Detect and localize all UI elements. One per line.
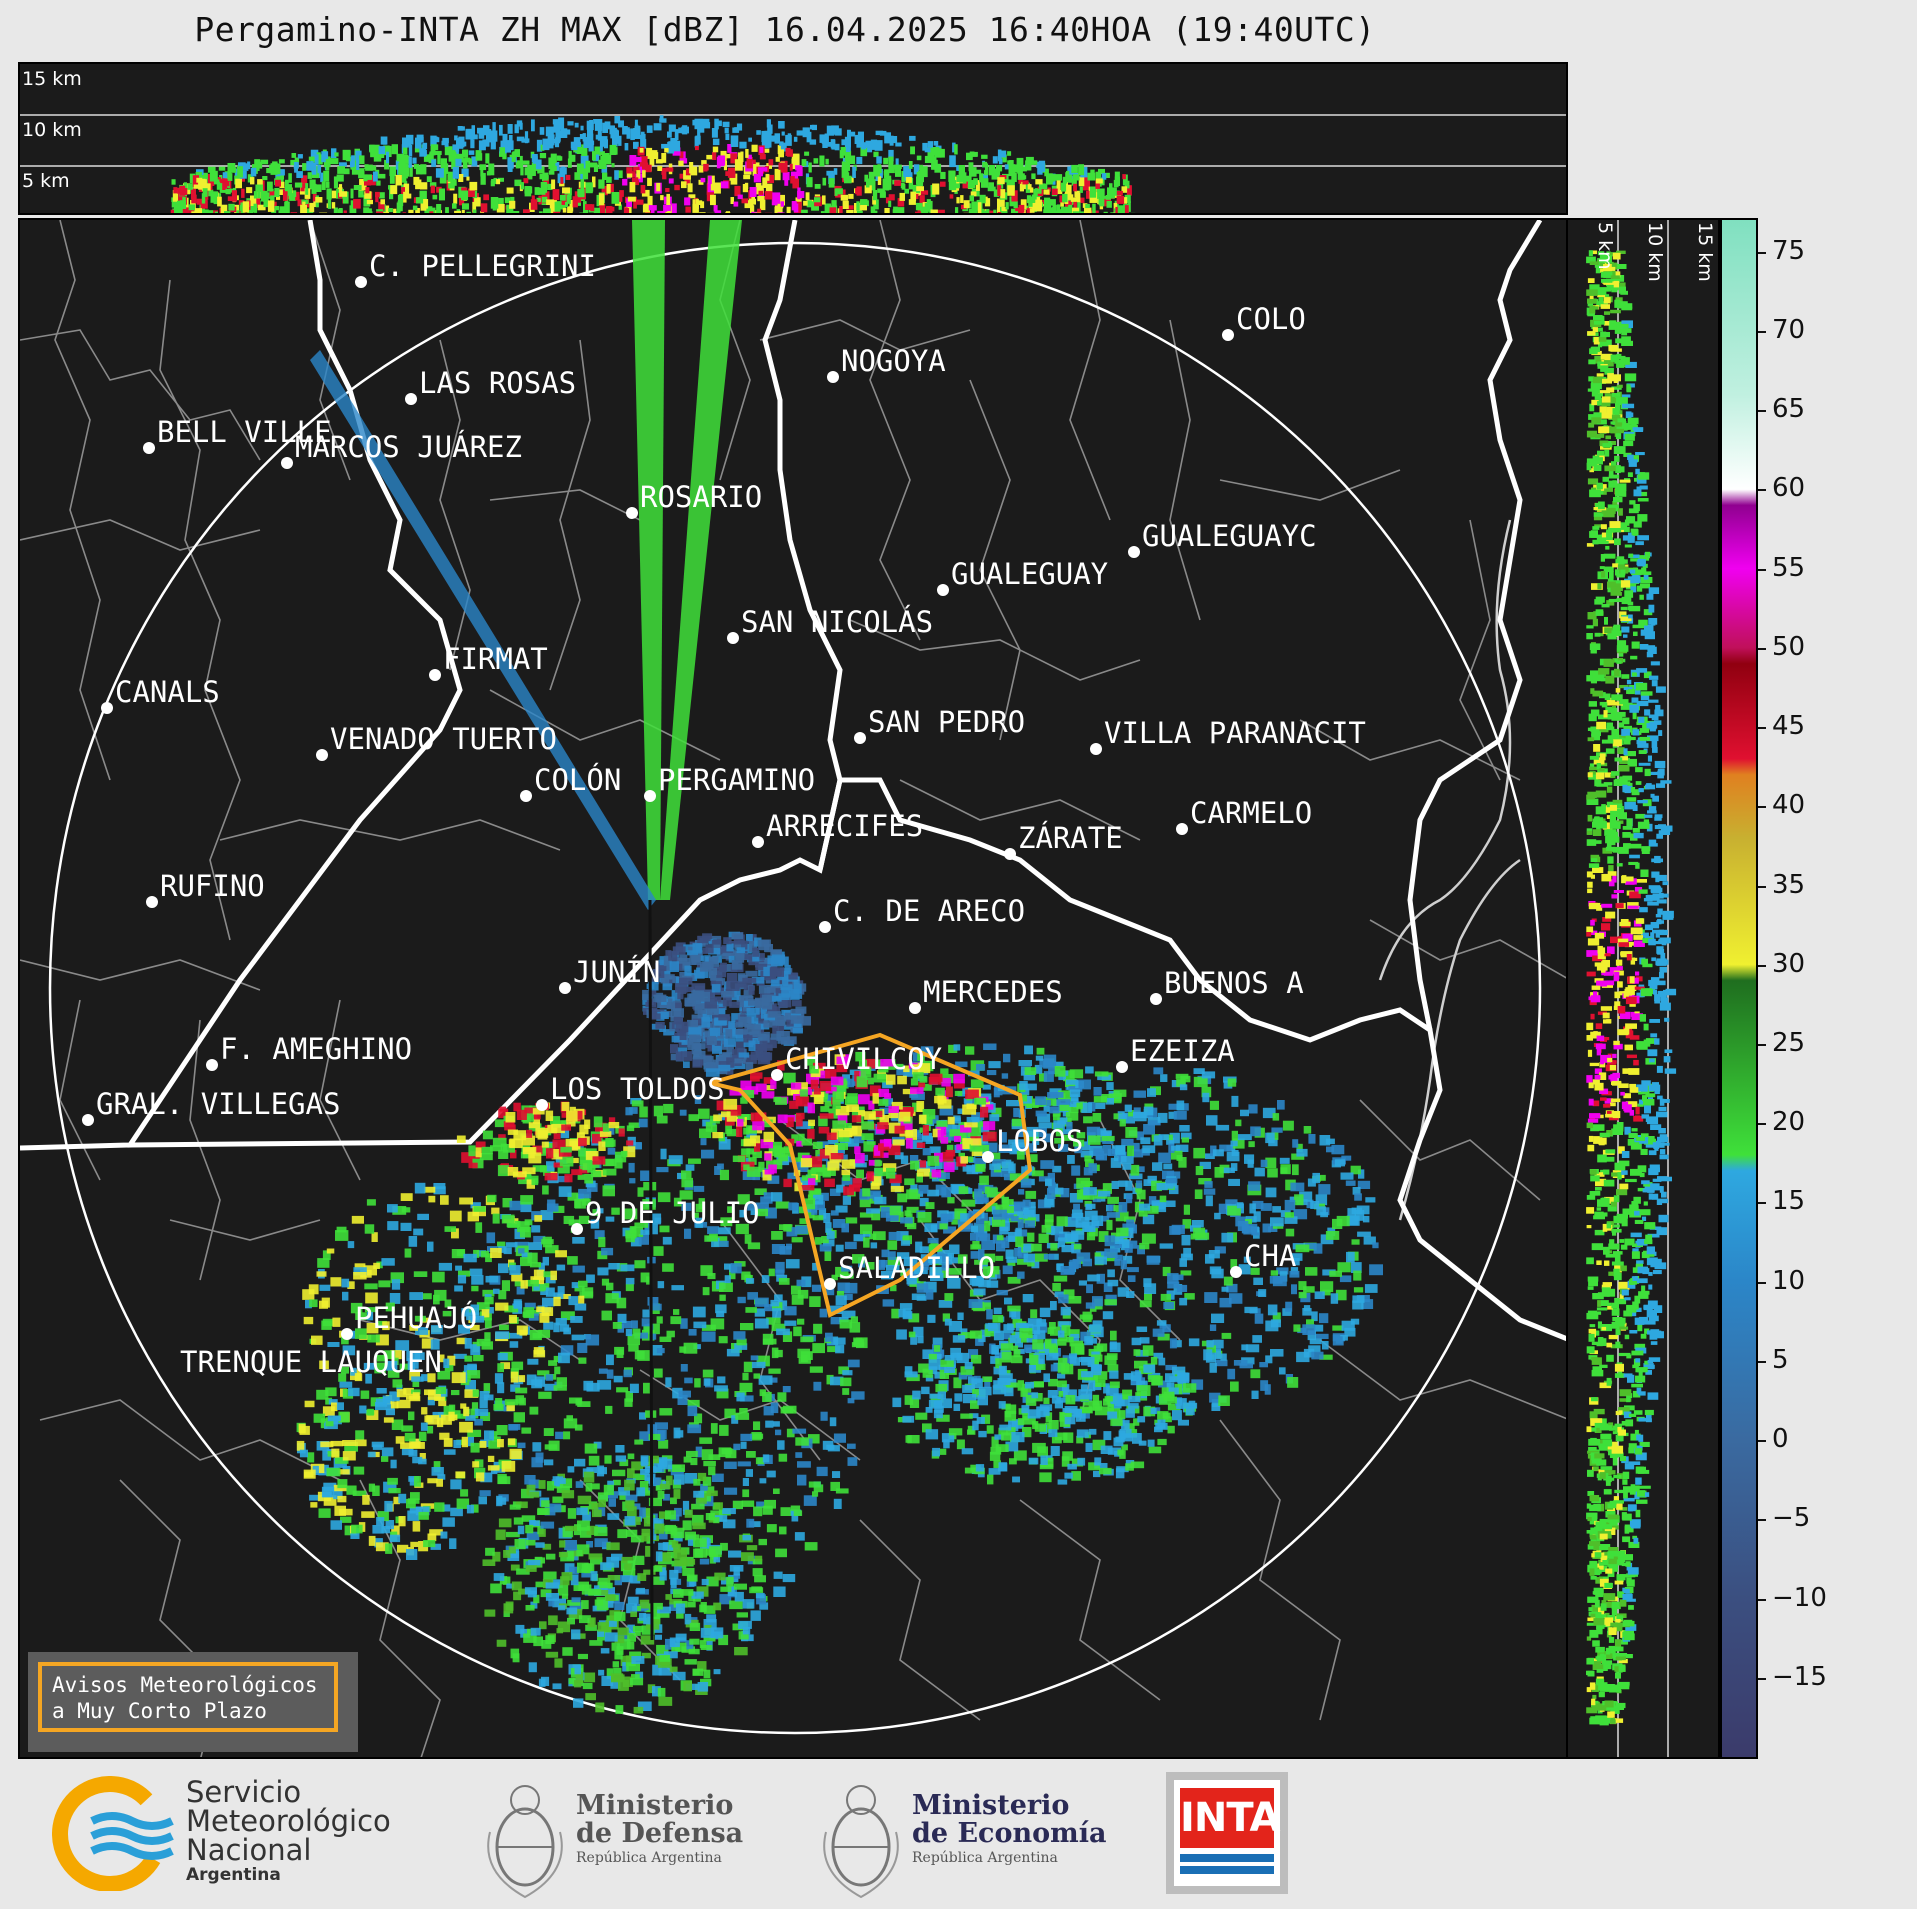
inta-logo	[1166, 1772, 1288, 1894]
city-label: ROSARIO	[640, 480, 763, 514]
rivers	[1380, 520, 1520, 1220]
city-col-n[interactable]	[520, 763, 621, 802]
city-label: GUALEGUAY	[951, 557, 1109, 591]
economia-logo-text	[912, 1792, 1106, 1868]
height-label-15km: 15 km	[22, 68, 82, 90]
city-label: RUFINO	[160, 869, 265, 903]
colorbar-tick-label: 20	[1772, 1107, 1806, 1138]
city-label: CHA	[1244, 1239, 1297, 1273]
city-colo[interactable]	[1222, 302, 1306, 341]
right-cross-section-graphic	[1568, 220, 1720, 1759]
city-label: ZÁRATE	[1018, 821, 1123, 855]
city-carmelo[interactable]	[1176, 796, 1312, 835]
colorbar-tick-label: 70	[1772, 314, 1806, 345]
city-label: C. DE ARECO	[833, 894, 1026, 928]
city-saladillo[interactable]	[824, 1251, 995, 1290]
city-label: SALADILLO	[838, 1251, 996, 1285]
city-arrecifes[interactable]	[752, 809, 923, 848]
side-height-label-15km: 15 km	[1694, 222, 1716, 282]
city-ezeiza[interactable]	[1116, 1034, 1235, 1073]
city-label: SAN NICOLÁS	[741, 605, 934, 639]
city-cha[interactable]	[1230, 1239, 1296, 1278]
city-gral-villegas[interactable]	[82, 1087, 340, 1126]
defensa-coat-of-arms-icon	[480, 1762, 570, 1902]
economia-line3: República Argentina	[912, 1850, 1058, 1866]
smn-line1: Servicio	[186, 1775, 302, 1809]
city-label: JUNÍN	[573, 955, 661, 989]
avisos-line2: a Muy Corto Plazo	[52, 1699, 267, 1723]
colorbar-tick-label: 65	[1772, 394, 1806, 425]
city-jun-n[interactable]	[559, 955, 660, 994]
top-cross-section	[18, 62, 1568, 215]
smn-line2: Meteorológico	[186, 1804, 391, 1838]
city-las-rosas[interactable]	[405, 366, 576, 405]
smn-line4: Argentina	[186, 1865, 281, 1885]
city-gualeguayc[interactable]	[1128, 519, 1317, 558]
avisos-line1: Avisos Meteorológicos	[52, 1673, 318, 1697]
defensa-line2: de Defensa	[576, 1818, 744, 1849]
city-label: 9 DE JULIO	[585, 1196, 760, 1230]
city-label: VENADO TUERTO	[330, 722, 557, 756]
city-label: BELL VILLE	[157, 415, 332, 449]
city-label: MARCOS JUÁREZ	[295, 430, 522, 464]
defensa-line1: Ministerio	[576, 1790, 734, 1821]
city-label: TRENQUE LAUQUEN	[180, 1345, 442, 1379]
city-9-de-julio[interactable]	[571, 1196, 760, 1235]
colorbar-tick-label: 40	[1772, 790, 1806, 821]
city-label: CANALS	[115, 675, 220, 709]
defensa-line3: República Argentina	[576, 1850, 722, 1866]
colorbar-tick-label: 30	[1772, 948, 1806, 979]
city-z-rate[interactable]	[1004, 821, 1123, 860]
colorbar-gradient	[1722, 220, 1756, 1757]
city-label: PERGAMINO	[658, 763, 816, 797]
colorbar-tick-label: −10	[1772, 1582, 1827, 1613]
city-pergamino[interactable]	[644, 763, 815, 802]
city-rosario[interactable]	[626, 480, 762, 519]
colorbar-tick-label: 15	[1772, 1186, 1806, 1217]
radar-map[interactable]	[18, 218, 1568, 1759]
colorbar-tick-label: −5	[1772, 1503, 1811, 1534]
economia-coat-of-arms-icon	[816, 1762, 906, 1902]
city-lobos[interactable]	[982, 1124, 1083, 1163]
colorbar-tick-label: 35	[1772, 869, 1806, 900]
city-label: FIRMAT	[443, 642, 548, 676]
city-label: CARMELO	[1190, 796, 1313, 830]
top-cross-section-graphic	[20, 64, 1568, 215]
city-label: VILLA PARANACIT	[1104, 716, 1366, 750]
height-label-10km: 10 km	[22, 119, 82, 141]
city-nogoya[interactable]	[827, 344, 946, 383]
city-marcos-ju-rez[interactable]	[281, 430, 522, 469]
city-venado-tuerto[interactable]	[316, 722, 557, 761]
city-san-pedro[interactable]	[854, 705, 1025, 744]
city-label: C. PELLEGRINI	[369, 249, 596, 283]
city-pehuaj-[interactable]	[341, 1301, 477, 1340]
colorbar	[1720, 218, 1758, 1759]
colorbar-tick-label: 75	[1772, 235, 1806, 266]
economia-line2: de Economía	[912, 1818, 1107, 1849]
defensa-logo-text	[576, 1792, 743, 1868]
city-firmat[interactable]	[429, 642, 548, 681]
right-cross-section	[1568, 218, 1720, 1759]
city-label: SAN PEDRO	[868, 705, 1026, 739]
logos-bar	[0, 1762, 1917, 1909]
colorbar-ticks	[1758, 218, 1908, 1759]
city-label: LOS TOLDOS	[550, 1072, 725, 1106]
city-chivilcoy[interactable]	[771, 1042, 942, 1081]
city-gualeguay[interactable]	[937, 557, 1108, 596]
colorbar-tick-label: 45	[1772, 711, 1806, 742]
city-los-toldos[interactable]	[536, 1072, 725, 1111]
city-buenos-a[interactable]	[1150, 966, 1304, 1005]
city-label: BUENOS A	[1164, 966, 1304, 1000]
city-label: GUALEGUAYC	[1142, 519, 1317, 553]
side-height-label-10km: 10 km	[1644, 222, 1666, 282]
city-label: EZEIZA	[1130, 1034, 1235, 1068]
city-label: F. AMEGHINO	[220, 1032, 413, 1066]
city-label: PEHUAJÓ	[355, 1301, 478, 1335]
city-san-nicol-s[interactable]	[727, 605, 933, 644]
city-label: GRAL. VILLEGAS	[96, 1087, 341, 1121]
avisos-frame	[38, 1662, 338, 1732]
city-label: ARRECIFES	[766, 809, 924, 843]
side-height-label-5km: 5 km	[1594, 222, 1616, 270]
city-label: LAS ROSAS	[419, 366, 577, 400]
avisos-box[interactable]	[28, 1652, 358, 1752]
colorbar-tick-label: 5	[1772, 1344, 1789, 1375]
city-label: NOGOYA	[841, 344, 946, 378]
city-trenque-lauquen[interactable]	[180, 1345, 442, 1379]
city-canals[interactable]	[101, 675, 220, 714]
city-c-de-areco[interactable]	[819, 894, 1025, 933]
city-mercedes[interactable]	[909, 975, 1063, 1014]
colorbar-tick-label: 55	[1772, 552, 1806, 583]
colorbar-tick-label: 60	[1772, 473, 1806, 504]
city-c-pellegrini[interactable]	[355, 249, 596, 288]
city-label: LOBOS	[996, 1124, 1084, 1158]
colorbar-tick-label: 25	[1772, 1027, 1806, 1058]
city-label: COLO	[1236, 302, 1306, 336]
smn-logo-icon	[52, 1776, 177, 1891]
radar-map-graphic	[20, 220, 1568, 1759]
smn-line3: Nacional	[186, 1833, 312, 1867]
city-label: MERCEDES	[923, 975, 1063, 1009]
height-label-5km: 5 km	[22, 170, 70, 192]
economia-line1: Ministerio	[912, 1790, 1070, 1821]
map-title: Pergamino-INTA ZH MAX [dBZ] 16.04.2025 16:40HOA (19:40UTC)	[194, 10, 1376, 49]
city-label: COLÓN	[534, 763, 622, 797]
colorbar-tick-label: 50	[1772, 631, 1806, 662]
smn-logo-text	[186, 1775, 391, 1885]
inta-logo-text: INTA	[1180, 1788, 1274, 1848]
city-rufino[interactable]	[146, 869, 265, 908]
colorbar-tick-label: 0	[1772, 1424, 1789, 1455]
city-f-ameghino[interactable]	[206, 1032, 412, 1071]
city-villa-paranacit[interactable]	[1090, 716, 1366, 755]
city-label: CHIVILCOY	[785, 1042, 943, 1076]
colorbar-tick-label: −15	[1772, 1661, 1827, 1692]
colorbar-tick-label: 10	[1772, 1265, 1806, 1296]
